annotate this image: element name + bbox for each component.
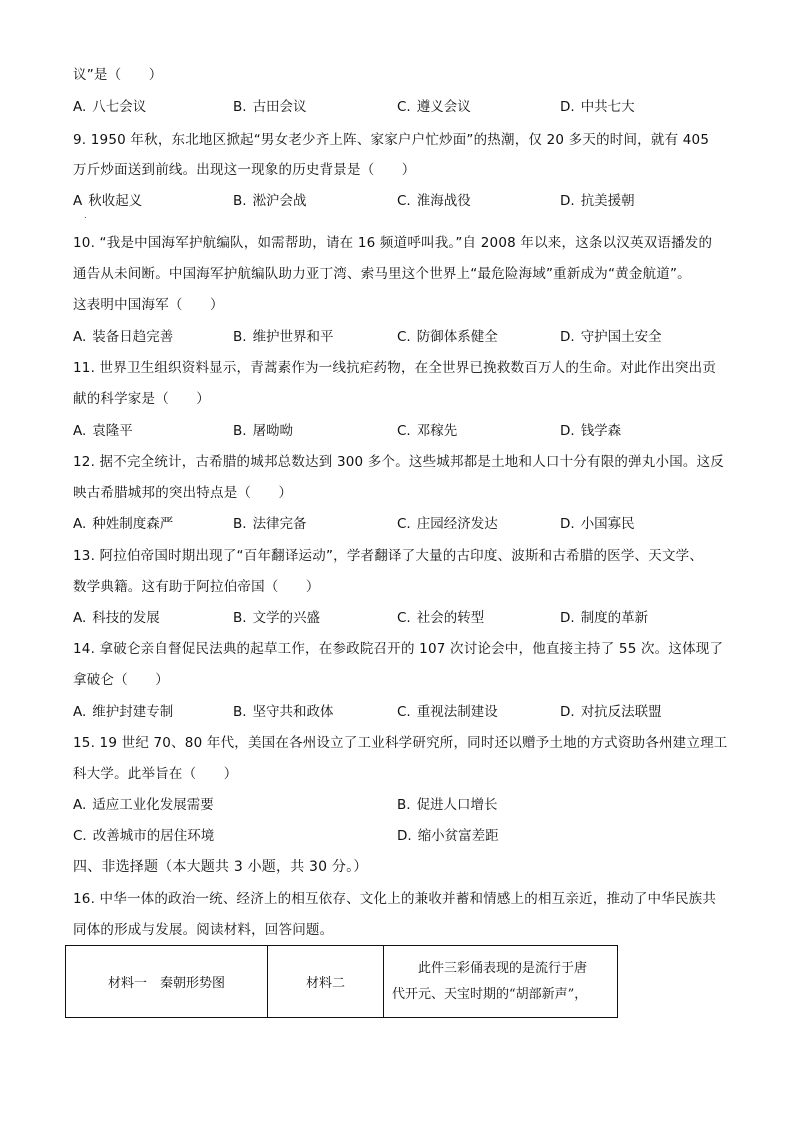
q9-options: [73, 191, 733, 211]
section-heading: 四、非选择题（本大题共 3 小题，共 30 分。）: [73, 859, 368, 875]
q16-stem-line-1: 16. 中华一体的政治一统、经济上的相互依存、文化上的兼收并蓄和情感上的相互亲近，推动了中华民族共: [73, 891, 717, 907]
q12-options: [73, 514, 733, 534]
q9-stem-line-1: 9. 1950 年秋，东北地区掀起“男女老少齐上阵、家家户户忙炒面”的热潮，仅 20 多天的时间，就有 405: [73, 132, 710, 148]
q9-option-a[interactable]: A 秋收起义: [73, 193, 143, 209]
q13-option-d[interactable]: D. 制度的革新: [560, 610, 649, 626]
q12-option-b[interactable]: B. 法律完备: [233, 516, 307, 532]
material-2-text-line-1: 此件三彩俑表现的是流行于唐: [418, 960, 588, 976]
q10-stem-line-1: 10. “我是中国海军护航编队，如需帮助，请在 16 频道呼叫我。”自 2008 年以来，这条以汉英双语播发的: [73, 235, 713, 251]
q13-options: [73, 608, 733, 628]
q9-stem-line-2: 万斤炒面送到前线。出现这一现象的历史背景是（ ）: [73, 162, 416, 178]
q11-stem-line-1: 11. 世界卫生组织资料显示，青蒿素作为一线抗疟药物，在全世界已挽救数百万人的生命。对此作出突出贡: [73, 360, 717, 376]
q15-option-a[interactable]: A. 适应工业化发展需要: [73, 797, 214, 813]
q12-option-c[interactable]: C. 庄园经济发达: [397, 516, 498, 532]
q8-stem-tail: 议”是（ ）: [73, 67, 163, 83]
q9-option-c[interactable]: C. 淮海战役: [397, 193, 471, 209]
q10-option-c[interactable]: C. 防御体系健全: [397, 329, 498, 345]
stray-mark: .: [84, 211, 87, 220]
material-table: [65, 945, 618, 1018]
q15-options-row-2: [73, 826, 733, 846]
q8-option-b[interactable]: B. 古田会议: [233, 99, 307, 115]
q13-stem-line-2: 数学典籍。这有助于阿拉伯帝国（ ）: [73, 579, 320, 595]
q12-stem-line-1: 12. 据不完全统计，古希腊的城邦总数达到 300 多个。这些城邦都是土地和人口十分有限的弹丸小国。这反: [73, 454, 725, 470]
q15-options-row-1: [73, 795, 733, 815]
q11-option-a[interactable]: A. 袁隆平: [73, 423, 133, 439]
q15-option-c[interactable]: C. 改善城市的居住环境: [73, 828, 215, 844]
q15-option-d[interactable]: D. 缩小贫富差距: [397, 828, 499, 844]
q10-option-a[interactable]: A. 装备日趋完善: [73, 329, 174, 345]
q10-option-d[interactable]: D. 守护国土安全: [560, 329, 662, 345]
q14-option-a[interactable]: A. 维护封建专制: [73, 704, 174, 720]
material-2-label: 材料二: [268, 946, 384, 1018]
material-2-text: [384, 946, 618, 1018]
q8-options: [73, 97, 733, 117]
q12-option-d[interactable]: D. 小国寡民: [560, 516, 635, 532]
q11-options: [73, 421, 733, 441]
q10-option-b[interactable]: B. 维护世界和平: [233, 329, 334, 345]
q11-option-d[interactable]: D. 钱学森: [560, 423, 622, 439]
material-2-text-line-2: 代开元、天宝时期的“胡部新声”，: [392, 986, 588, 1002]
q15-option-b[interactable]: B. 促进人口增长: [397, 797, 498, 813]
q13-stem-line-1: 13. 阿拉伯帝国时期出现了“百年翻译运动”，学者翻译了大量的古印度、波斯和古希腊的医学、天文学、: [73, 548, 704, 564]
q12-stem-line-2: 映古希腊城邦的突出特点是（ ）: [73, 485, 293, 501]
q15-stem-line-1: 15. 19 世纪 70、80 年代，美国在各州设立了工业科学研究所，同时还以赠予土地的方式资助各州建立理工: [73, 735, 728, 751]
q10-stem-line-2: 通告从未间断。中国海军护航编队助力亚丁湾、索马里这个世界上“最危险海域”重新成为“黄金航道”。: [73, 266, 691, 282]
q14-stem-line-1: 14. 拿破仑亲自督促民法典的起草工作，在参政院召开的 107 次讨论会中，他直接主持了 55 次。这体现了: [73, 641, 724, 657]
q14-stem-line-2: 拿破仑（ ）: [73, 672, 169, 688]
q16-stem-line-2: 同体的形成与发展。阅读材料，回答问题。: [73, 922, 334, 938]
q11-option-c[interactable]: C. 邓稼先: [397, 423, 458, 439]
q11-stem-line-2: 献的科学家是（ ）: [73, 391, 210, 407]
q8-option-c[interactable]: C. 遵义会议: [397, 99, 471, 115]
material-1-label: 材料一 秦朝形势图: [66, 946, 268, 1018]
q13-option-a[interactable]: A. 科技的发展: [73, 610, 160, 626]
q14-option-b[interactable]: B. 坚守共和政体: [233, 704, 334, 720]
q14-option-d[interactable]: D. 对抗反法联盟: [560, 704, 662, 720]
q13-option-b[interactable]: B. 文学的兴盛: [233, 610, 321, 626]
q14-options: [73, 702, 733, 722]
q12-option-a[interactable]: A. 种姓制度森严: [73, 516, 174, 532]
q13-option-c[interactable]: C. 社会的转型: [397, 610, 485, 626]
q8-option-d[interactable]: D. 中共七大: [560, 99, 635, 115]
q8-option-a[interactable]: A. 八七会议: [73, 99, 147, 115]
q14-option-c[interactable]: C. 重视法制建设: [397, 704, 498, 720]
q10-stem-line-3: 这表明中国海军（ ）: [73, 297, 224, 313]
q9-option-d[interactable]: D. 抗美援朝: [560, 193, 635, 209]
q9-option-b[interactable]: B. 淞沪会战: [233, 193, 307, 209]
q10-options: [73, 327, 733, 347]
q11-option-b[interactable]: B. 屠呦呦: [233, 423, 294, 439]
q15-stem-line-2: 科大学。此举旨在（ ）: [73, 766, 238, 782]
